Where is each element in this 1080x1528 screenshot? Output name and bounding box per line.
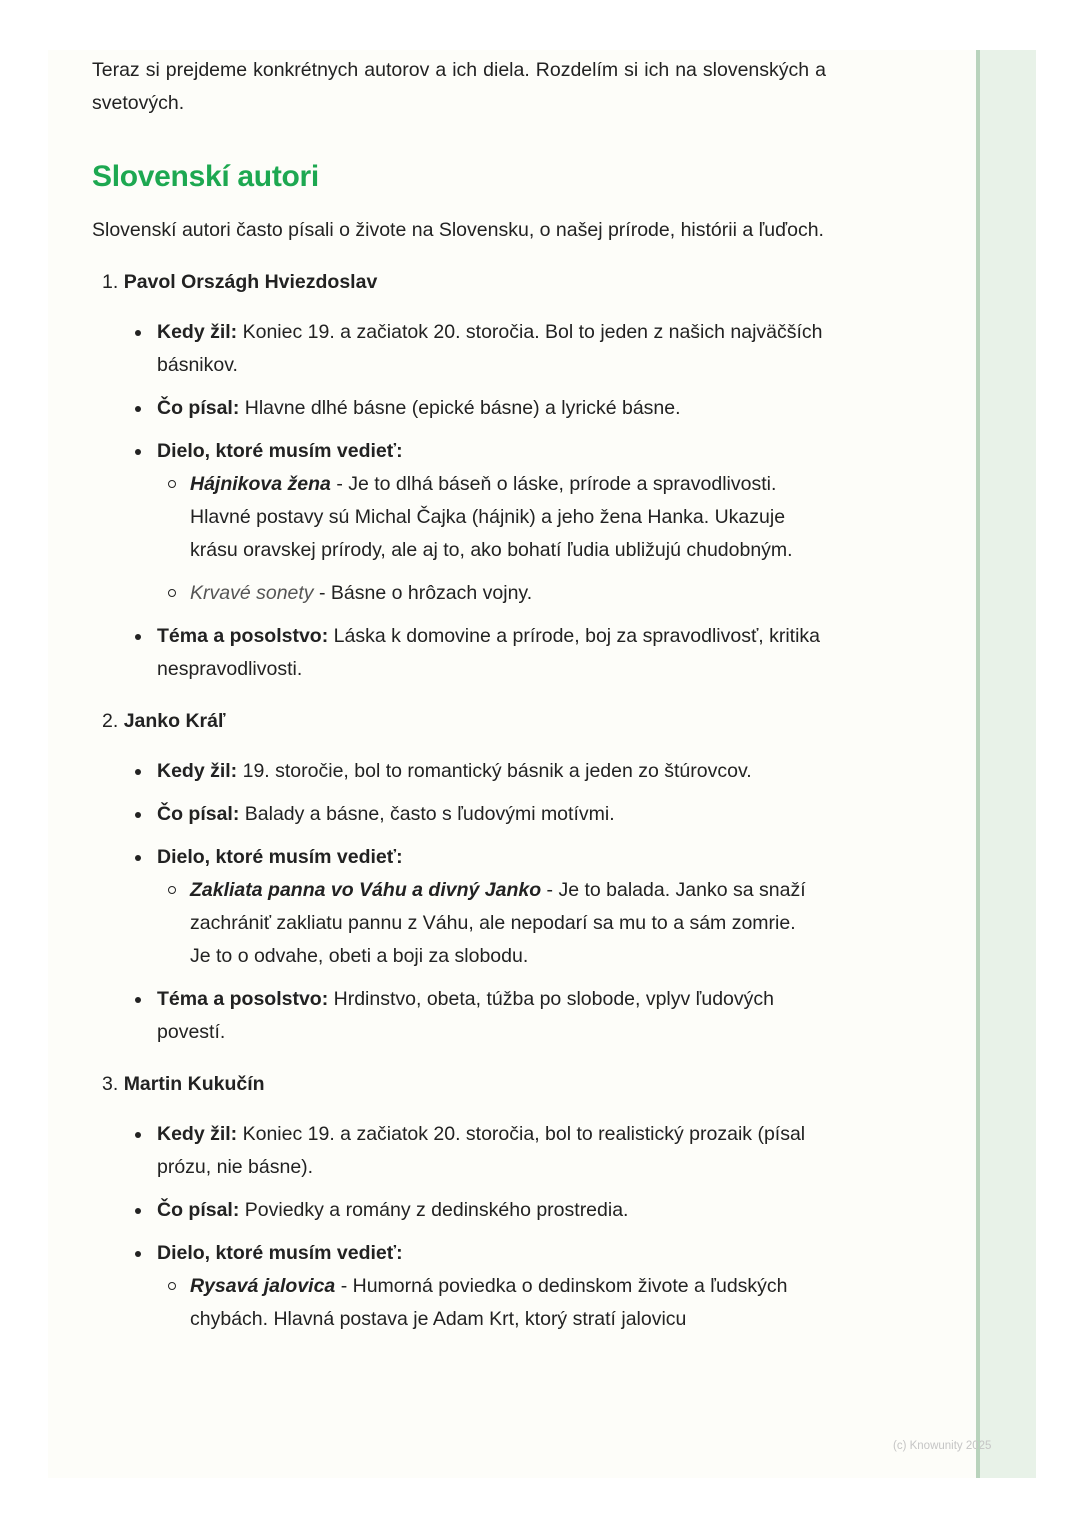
fact-theme (157, 620, 826, 686)
work-desc: - Je to dlhá báseň o láske, prírode a spravodlivosti. Hlavné postavy sú Michal Čajka (hájnik) a jeho žena Hanka. Ukazuje krásu oravskej prírody, ale aj to, ako bohatí ľudia ubližujú chudobným. (190, 473, 793, 561)
label-what: Čo písal: (157, 803, 240, 825)
section-lead: Slovenskí autori často písali o živote na Slovensku, o našej prírode, histórii a ľuďoch. (92, 219, 824, 241)
label-when: Kedy žil: (157, 1123, 238, 1145)
label-theme: Téma a posolstvo: (157, 625, 329, 647)
label-works: Dielo, ktoré musím vedieť: (157, 846, 403, 868)
work-item (190, 1270, 826, 1336)
fact-works (157, 1237, 826, 1336)
work-item (190, 577, 826, 610)
author-name: Pavol Országh Hviezdoslav (123, 271, 378, 293)
work-title: Zakliata panna vo Váhu a divný Janko (190, 879, 542, 901)
fact-text: Láska k domovine a prírode, boj za spravodlivosť, kritika nespravodlivosti. (157, 625, 821, 680)
work-desc: - Je to balada. Janko sa snaží zachrániť zakliatu pannu z Váhu, ale nepodarí sa mu to a sám zomrie. Je to o odvahe, obeti a boji za slobodu. (190, 879, 806, 967)
author-item (92, 266, 826, 686)
label-theme: Téma a posolstvo: (157, 988, 329, 1010)
works-list (157, 468, 826, 610)
author-item (92, 1068, 826, 1336)
author-number: 1. (102, 271, 119, 293)
author-number: 3. (102, 1073, 119, 1095)
author-item (92, 705, 826, 1049)
author-heading (92, 266, 826, 299)
label-works: Dielo, ktoré musím vedieť: (157, 1242, 403, 1264)
author-name: Janko Kráľ (123, 710, 226, 732)
fact-text: Koniec 19. a začiatok 20. storočia, bol to realistický prozaik (písal prózu, nie básne). (157, 1123, 806, 1178)
copyright-footer: (c) Knowunity 2025 (893, 1440, 992, 1452)
fact-text: Hlavne dlhé básne (epické básne) a lyrické básne. (244, 397, 681, 419)
fact-when (157, 755, 826, 788)
work-item (190, 874, 826, 973)
side-rail (976, 50, 1036, 1478)
label-works: Dielo, ktoré musím vedieť: (157, 440, 403, 462)
fact-text: 19. storočie, bol to romantický básnik a jeden zo štúrovcov. (242, 760, 752, 782)
fact-what (157, 798, 826, 831)
work-item (190, 468, 826, 567)
intro-paragraph: Teraz si prejdeme konkrétnych autorov a ich diela. Rozdelím si ich na slovenských a svetových. (92, 59, 826, 114)
section-title: Slovenskí autori (92, 160, 319, 193)
fact-when (157, 1118, 826, 1184)
fact-works (157, 841, 826, 973)
work-desc: - Básne o hrôzach vojny. (318, 582, 533, 604)
label-what: Čo písal: (157, 397, 240, 419)
fact-text: Koniec 19. a začiatok 20. storočia. Bol to jeden z našich najväčších básnikov. (157, 321, 823, 376)
fact-works (157, 435, 826, 610)
document-content (92, 54, 826, 1346)
author-heading (92, 1068, 826, 1101)
work-title: Hájnikova žena (190, 473, 331, 495)
work-title: Rysavá jalovica (190, 1275, 336, 1297)
works-list (157, 874, 826, 973)
label-what: Čo písal: (157, 1199, 240, 1221)
fact-when (157, 316, 826, 382)
works-list (157, 1270, 826, 1336)
fact-theme (157, 983, 826, 1049)
fact-text: Hrdinstvo, obeta, túžba po slobode, vplyv ľudových povestí. (157, 988, 774, 1043)
work-title: Krvavé sonety (190, 582, 314, 604)
fact-text: Poviedky a romány z dedinského prostredia. (244, 1199, 629, 1221)
author-facts (92, 316, 826, 686)
author-heading (92, 705, 826, 738)
author-name: Martin Kukučín (123, 1073, 265, 1095)
label-when: Kedy žil: (157, 760, 238, 782)
fact-what (157, 1194, 826, 1227)
work-desc: - Humorná poviedka o dedinskom živote a ľudských chybách. Hlavná postava je Adam Krt, ktorý stratí jalovicu (190, 1275, 788, 1330)
author-facts (92, 1118, 826, 1336)
fact-text: Balady a básne, často s ľudovými motívmi. (244, 803, 615, 825)
author-facts (92, 755, 826, 1049)
author-number: 2. (102, 710, 119, 732)
fact-what (157, 392, 826, 425)
label-when: Kedy žil: (157, 321, 238, 343)
